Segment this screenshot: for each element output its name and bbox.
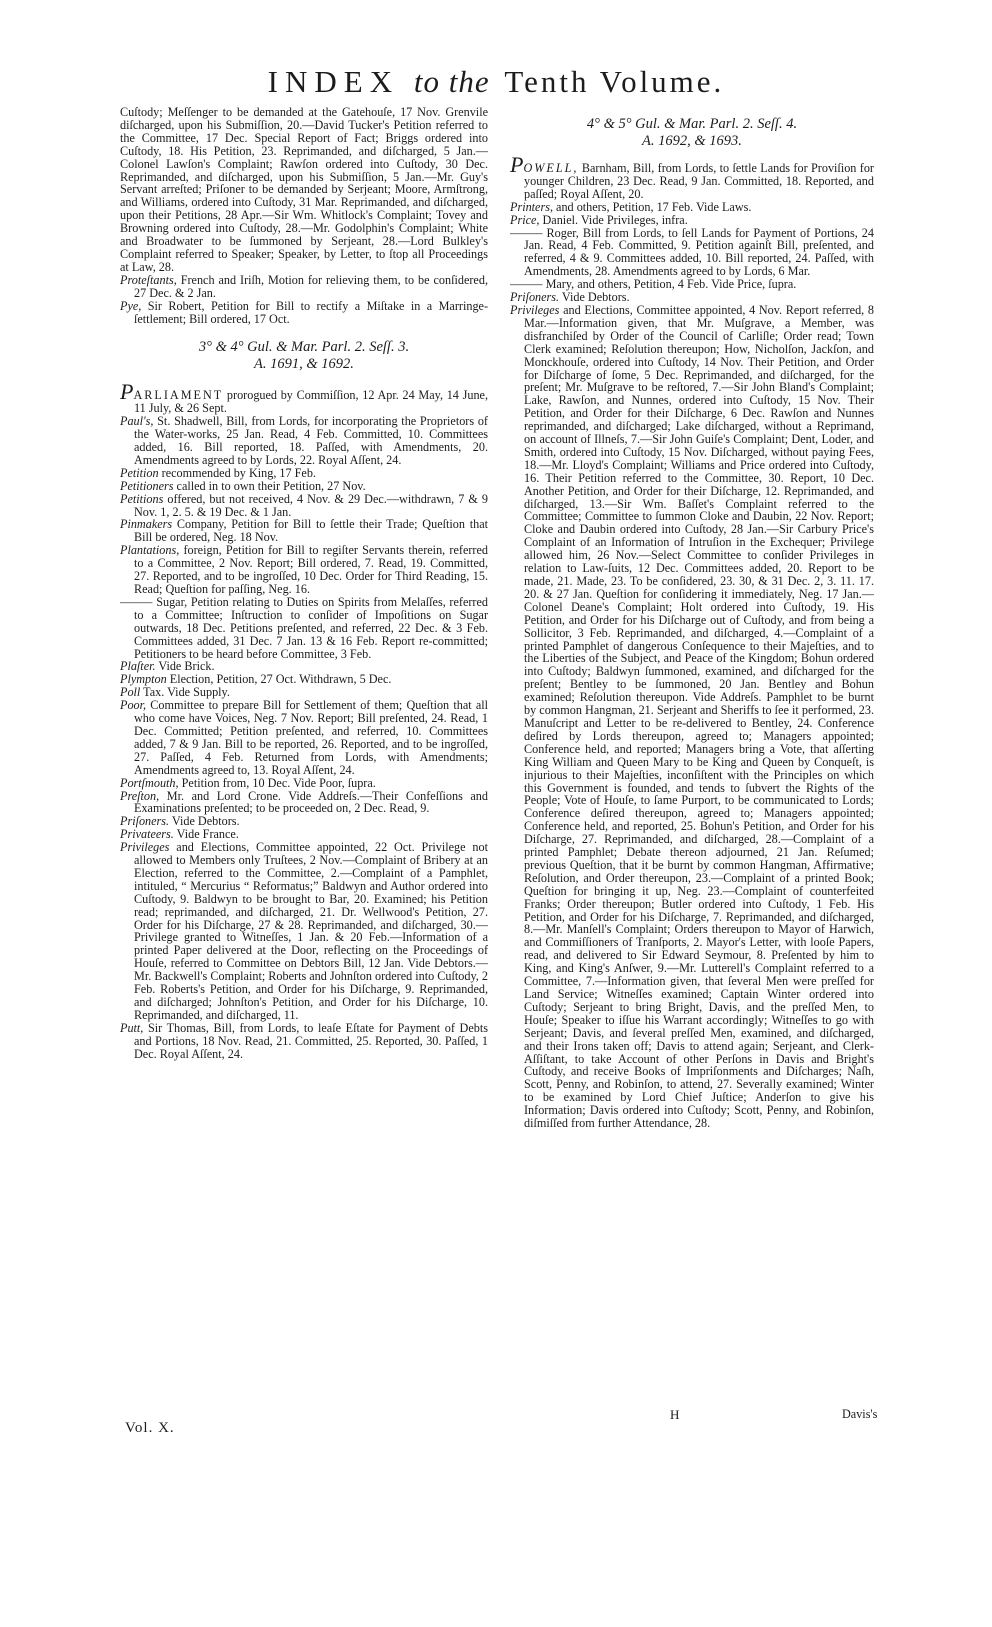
entry-text: Vide France. — [173, 827, 239, 842]
index-entry — [120, 699, 488, 776]
title-connector: to the — [413, 64, 490, 99]
entry-head: Pye, — [120, 298, 142, 313]
entry-text: Vide Debtors. — [559, 290, 630, 305]
index-entry-pye — [120, 300, 488, 326]
entry-text: offered, but not received, 4 Nov. & 29 Dec.—withdrawn, 7 & 9 Nov. 1, 2. 5. & 19 Dec. & 1 Jan. — [134, 491, 488, 519]
entry-head: Priſoners. — [510, 290, 560, 305]
entry-text: Mary, and others, Petition, 4 Feb. Vide Price, ſupra. — [542, 277, 797, 292]
right-column — [510, 106, 874, 1436]
session-heading-year: A. 1692, & 1693. — [642, 133, 742, 149]
entry-head: ——— — [510, 225, 543, 240]
session-heading — [510, 116, 874, 150]
page-title — [0, 62, 992, 102]
title-index-word: INDEX — [267, 64, 400, 99]
entry-text: Committee to prepare Bill for Settlement of them; Queſtion that all who come have Voices, Neg. 7 Nov. Report; Bill preſented, 24. Read, 1 Dec. Committed; Petition preſented, and referred, 10. Committees added, 7 & 9 Jan. Bill to be reported, 26. Reported, and to be ingroſſed, 27. Paſſed, 4 Feb. Returned from Lords, with Amendments; Amendments agreed to, 13. Royal Aſſent, 24. — [134, 698, 488, 777]
session-heading-year: A. 1691, & 1692. — [254, 356, 354, 373]
entry-head: Plaſter. — [120, 659, 156, 674]
entry-head: Poll — [120, 685, 141, 700]
title-volume-word: Tenth Volume. — [504, 64, 725, 99]
entry-text: Roger, Bill from Lords, to ſell Lands for Payment of Portions, 24 Jan. Read, 4 Feb. Committed, 9. Petition againſt Bill, preſented, and referred, 4 & 9. Committees added, 10. Bill reported, 24. Paſſed, with Amendments, 28. Amendments agreed to by Lords, 6 Mar. — [524, 225, 874, 279]
entry-head: Petition — [120, 465, 159, 480]
entry-text: St. Shadwell, Bill, from Lords, for incorporating the Proprietors of the Water-works, 25 Jan. Read, 4 Feb. Committed, 10. Committees added, 16. Bill reported, 18. Paſſed, with Amendments, 20. Amendments agreed to by Lords, 22. Royal Aſſent, 24. — [134, 414, 488, 467]
entry-text: Petition from, 10 Dec. Vide Poor, ſupra. — [178, 775, 376, 790]
entry-text: Barnham, Bill, from Lords, to ſettle Lands for Proviſion for younger Children, 23 Dec. Read, 9 Jan. Committed, 18. Reported, and paſſed; Royal Aſſent, 20. — [524, 161, 874, 201]
index-entry — [120, 1022, 488, 1061]
index-entry — [120, 415, 488, 467]
entry-text: recommended by King, 17 Feb. — [158, 465, 316, 480]
entry-head: Privileges — [510, 302, 560, 317]
entry-head: ARLIAMENT — [133, 388, 224, 403]
entry-text: Sir Robert, Petition for Bill to rectify a Miſtake in a Marringe-ſettlement; Bill ordered, 17 Oct. — [134, 298, 488, 326]
entry-head: Paul's, — [120, 414, 154, 429]
entry-text: Vide Debtors. — [169, 814, 240, 829]
index-entry-protestants — [120, 274, 488, 300]
entry-text: Company, Petition for Bill to ſettle their Trade; Queſtion that Bill be ordered, Neg. 18 Nov. — [134, 517, 488, 545]
entry-head: ——— — [120, 594, 153, 609]
entry-head: Pinmakers — [120, 517, 173, 532]
volume-footer: Vol. X. — [125, 1420, 175, 1436]
index-entry — [120, 596, 488, 661]
index-entry-parliament — [120, 379, 488, 416]
entry-text: Mr. and Lord Crone. Vide Addreſs.—Their Confeſſions and Examinations preſented; to be proceeded on, 2 Dec. Read, 9. — [134, 788, 488, 816]
entry-head: Proteſtants, — [120, 272, 177, 287]
entry-text: Sugar, Petition relating to Duties on Spirits from Melaſſes, referred to a Committee; Inſtruction to conſider of Impoſitions on Sugar outwards, 18 Dec. Petitions preſented, and referred, 22 Dec. & 3 Feb. Committees added, 31 Dec. 7 Jan. 13 & 16 Feb. Report re-committed; Petitioners to be heard before Committee, 3 Feb. — [134, 594, 488, 661]
entry-head: Privileges — [120, 840, 170, 855]
entry-head: Price, — [510, 212, 540, 227]
entry-head: Petitioners — [120, 478, 174, 493]
entry-head: Petitions — [120, 491, 164, 506]
entry-head: Printers, — [510, 199, 553, 214]
index-entry — [120, 790, 488, 816]
entry-head: Plympton — [120, 672, 167, 687]
entry-text: Sir Thomas, Bill, from Lords, to leaſe Eſtate for Payment of Debts and Portions, 18 Nov. Read, 21. Committed, 25. Reported, 30. Paſſed, 1 Dec. Royal Aſſent, 24. — [134, 1020, 488, 1061]
drop-cap-letter: P — [510, 152, 524, 177]
left-column — [120, 106, 488, 1406]
session-heading-reign: 4° & 5° Gul. & Mar. Parl. 2. Seſſ. 4. — [586, 116, 798, 132]
index-entry — [120, 493, 488, 519]
entry-text: Tax. Vide Supply. — [140, 685, 230, 700]
entry-head: Priſoners. — [120, 814, 170, 829]
entry-text: and Elections, Committee appointed, 22 Oct. Privilege not allowed to Members only Truſtees, 2 Nov.—Complaint of Bribery at an Election, referred to the Committee, 2.—Complaint of a Pamphlet, intituled, “ Mercurius “ Reformatus;” Baldwyn and Author ordered into Cuſtody, 9. Baldwyn to be brought to Bar, 20. Examined; his Petition read; reprimanded, and diſcharged, 21. Dr. Wellwood's Petition, 27. Order for his Diſcharge, 27 & 28. Reprimanded, and diſcharged, 30.—Privilege granted to Witneſſes, 1 Jan. & 20 Feb.—Information of a printed Paper delivered at the Door, reflecting on the Proceedings of Houſe, referred to Committee on Debtors Bill, 12 Jan. Vide Debtors.—Mr. Backwell's Complaint; Roberts and Johnſton ordered into Cuſtody, 2 Feb. Roberts's Petition, and Order for his Diſcharge, 9. Reprimanded, and diſcharged; Johnſton's Petition, and Order for his Diſcharge, 10. Reprimanded, and diſcharged, 11. — [134, 840, 488, 1022]
index-entry — [120, 544, 488, 596]
entry-text: and Elections, Committee appointed, 4 Nov. Report referred, 8 Mar.—Information given, that Mr. Muſgrave, a Member, was disfranchiſed by Order of the Council of Carliſle; Order read; Town Clerk examined; Reſolution thereupon; How, Nicholſon, Jackſon, and Monckhouſe, ordered into Cuſtody, 14 Nov. Their Petition, and Order for Diſcharge of ſome, 5 Dec. Reprimanded, and diſcharged, for the preſent; Mr. Muſgrave to be reſtored, 7.—Sir John Bland's Complaint; Lake, Rawſon, and Nunnes, ordered into Cuſtody, 15 Nov. Their Petition, and Order for their Diſcharge, 6 Dec. Rawſon and Nunnes reprimanded, and diſcharged; Lake diſcharged, without a Reprimand, on account of Illneſs, 7.—Sir John Guiſe's Complaint; Dent, Loder, and Smith, ordered into Cuſtody, 15 Nov. Diſcharged, without paying Fees, 18.—Mr. Lloyd's Complaint; Williams and Price ordered into Cuſtody, 16. Their Petition referred to the Committee, 30. Report, 10 Dec. Another Petition, and Order for their Diſcharge, 12. Reprimanded, and diſcharged, 13.—Sir Wm. Baſſet's Complaint referred to the Committee; Committee to ſummon Cloke and Daubin, 22 Nov. Report; Cloke and Daubin ordered into Cuſtody, 28 Jan.—Sir Carbury Price's Complaint of an Information of Intruſion in the Exchequer; Privilege allowed him, 26 Nov.—Select Committee to conſider Privileges in relation to Law-ſuits, 12 Dec. Committees added, 20. Report to be made, 21. Made, 23. To be conſidered, 23. 30, & 31 Dec. 2, 3. 11. 17. 20. & 27 Jan. Queſtion for conſidering it immediately, Neg. 17 Jan.—Colonel Deane's Complaint; Holt ordered into Cuſtody, 19. His Petition, and Order for his Diſcharge out of Cuſtody, and from being a Sollicitor, 3 Feb. Reprimanded, and diſcharged, 4.—Complaint of a printed Pamphlet of dangerous Conſequence to their Majeſties, and to the Liberties of the Subject, and Peace of the Kingdom; Bohun ordered into Cuſtody; Baldwyn ſummoned, examined, and diſcharged for the preſent; Bentley to be ſummoned, 20 Jan. Bentley and Bohun examined; Reſolution thereupon. Vide Addreſs. Pamphlet to be burnt by common Hangman, 21. Serjeant and Sheriffs to ſee it performed, 23. Manuſcript and Letter to be re-delivered to Bentley, 24. Conference deſired by Lords thereupon, agreed to; Managers appointed; Conference held, and reported; Managers bring a Vote, that aſſerting King William and Queen Mary to be King and Queen by Conqueſt, is injurious to their Majeſties, inconſiſtent with the Principles on which this Government is founded, and tends to ſubvert the Rights of the People; Vote of Houſe, to ſame Purport, to be communicated to Lords; Conference deſired thereupon, agreed to; Managers appointed; Conference held, and reported, 25. Bohun's Petition, and Order for his Diſcharge, 27. Reprimanded, and diſcharged, 28.—Complaint of a printed Pamphlet; Debate thereon adjourned, 21 Jan. Reſumed; previous Queſtion, that it be burnt by common Hangman, Affirmative; Reſolution, and Order thereupon, 23.—Complaint of a printed Book; Queſtion for bringing it up, Neg. 23.—Complaint of counterfeited Franks; Order thereupon; Butler ordered into Cuſtody, 1 Feb. His Petition, and Order for his Diſcharge, 7. Reprimanded, and diſcharged, 8.—Mr. Manſell's Complaint; Orders thereupon to Mayor of Harwich, and Commiſſioners of Tranſports, 2. Mayor's Letter, with looſe Papers, read, and delivered to Sir Edward Seymour, 8. Preſented by him to King, and King's Anſwer, 9.—Mr. Lutterell's Complaint referred to a Committee, 7.—Information given, that ſeveral Men were preſſed for Land Service; Witneſſes examined; Captain Winter ordered into Cuſtody; Serjeant to bring Bright, Davis, and the preſſed Men, to Houſe; Speaker to iſſue his Warrant accordingly; Witneſſes to go with Serjeant; Davis, and ſeveral preſſed Men, examined, and diſcharged, and their Irons taken off; Davis to attend again; Serjeant, and Clerk-Aſſiſtant, to take Account of other Perſons in Davis and Bright's Cuſtody, and receive Books of Impriſonments and Diſcharges; Naſh, Scott, Penny, and Robinſon, to attend, 27. Severally examined; Winter to be examined by Lord Chief Juſtice; Anderſon to give his Information; Davis ordered into Cuſtody; Scott, Penny, and Robinſon, diſmiſſed from further Attendance, 28. — [524, 302, 874, 1131]
signature-mark: H — [670, 1407, 680, 1422]
entry-head: Portſmouth, — [120, 775, 179, 790]
entry-head: OWELL, — [523, 161, 579, 175]
catchword: Davis's — [842, 1407, 878, 1421]
session-heading — [120, 339, 488, 373]
session-heading-reign: 3° & 4° Gul. & Mar. Parl. 2. Seſſ. 3. — [198, 339, 410, 356]
entry-text: French and Iriſh, Motion for relieving them, to be conſidered, 27 Dec. & 2 Jan. — [134, 272, 488, 300]
entry-head: Putt, — [120, 1020, 144, 1035]
entry-text: foreign, Petition for Bill to regiſter Servants therein, referred to a Committee, 2 Nov. Report; Bill ordered, 7. Read, 19. Committed, 27. Reported, and to be ingroſſed, 10 Dec. Order for Third Reading, 15. Read; Queſtion for paſſing, Neg. 16. — [134, 543, 488, 596]
entry-text: and others, Petition, 17 Feb. Vide Laws. — [553, 199, 752, 214]
index-entry-powell — [510, 152, 874, 201]
entry-head: ——— — [510, 277, 543, 292]
index-entry — [120, 518, 488, 544]
entry-head: Privateers. — [120, 827, 174, 842]
continued-entry: Cuſtody; Meſſenger to be demanded at the Gatehouſe, 17 Nov. Grenvile diſcharged, upon his Submiſſion, 20.—David Tucker's Petition referred to the Committee, 17 Dec. Special Report of Fact; Briggs ordered into Cuſtody, 18. His Petition, 23. Reprimanded, and diſcharged, 5 Jan.—Colonel Lawſon's Complaint; Rawſon ordered into Cuſtody, 30 Dec. Reprimanded, and diſcharged, upon his Submiſſion, 5 Jan.—Mr. Guy's Servant arreſted; Priſoner to be demanded by Serjeant; Moore, Armſtrong, and Williams, ordered into Cuſtody, 31 Mar. Reprimanded, and diſcharged, upon their Petitions, 28 Apr.—Sir Wm. Whitlock's Complaint; Tovey and Browning ordered into Cuſtody, 28.—Mr. Godolphin's Complaint; White and Broadwater to be ſummoned by Serjeant, 28.—Lord Bulkley's Complaint referred to Speaker; Speaker, by Letter, to ſtop all Proceedings at Law, 28. — [120, 106, 488, 274]
entry-text: Election, Petition, 27 Oct. Withdrawn, 5 Dec. — [166, 672, 392, 687]
entry-head: Plantations, — [120, 543, 180, 558]
entry-text: called in to own their Petition, 27 Nov. — [173, 478, 366, 493]
index-entry — [120, 841, 488, 1022]
entry-head: Preſton, — [120, 788, 160, 803]
entry-text: prorogued by Commiſſion, 12 Apr. 24 May, 14 June, 11 July, & 26 Sept. — [134, 388, 488, 416]
drop-cap-letter: P — [120, 379, 134, 405]
entry-head: Poor, — [120, 698, 147, 713]
entry-text: Vide Brick. — [155, 659, 215, 674]
index-entry — [510, 227, 874, 279]
index-entry-privileges — [510, 304, 874, 1130]
entry-text: Daniel. Vide Privileges, infra. — [539, 212, 688, 227]
